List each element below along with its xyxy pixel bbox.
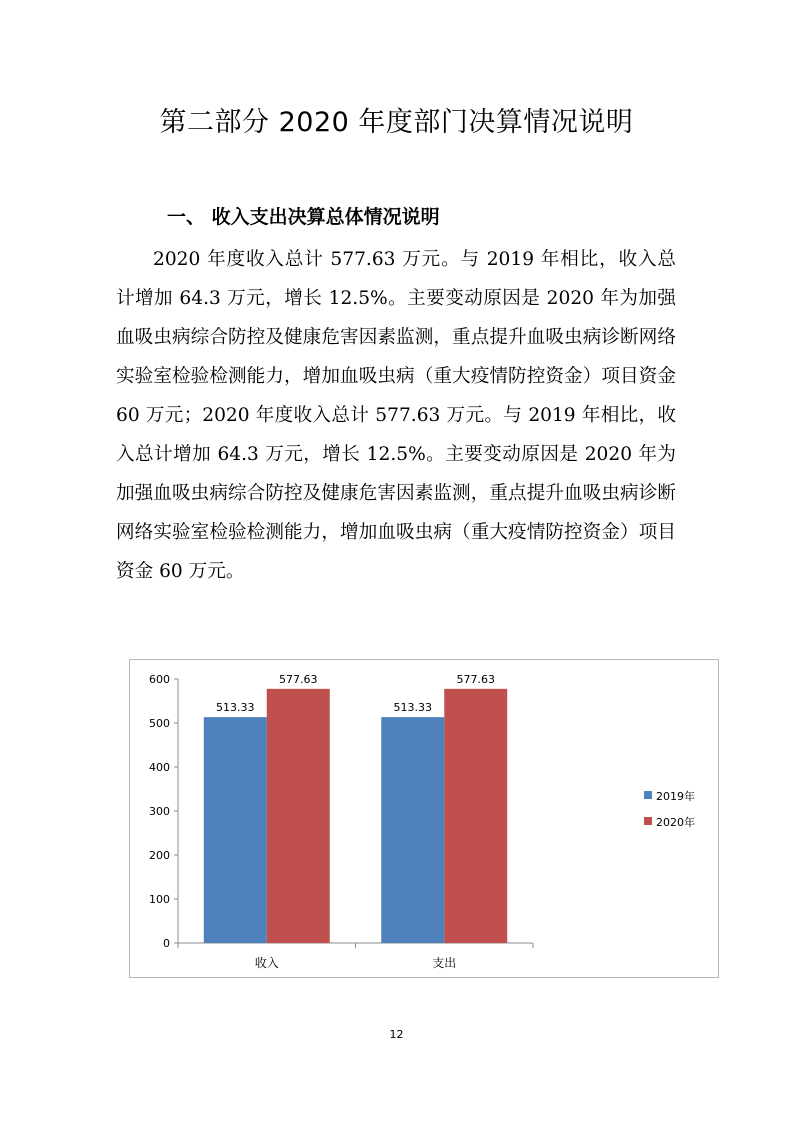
section-heading: 一、 收入支出决算总体情况说明 bbox=[167, 206, 440, 228]
y-tick-label: 600 bbox=[149, 673, 170, 686]
bar-2020年 bbox=[444, 689, 507, 943]
data-label: 513.33 bbox=[216, 701, 255, 715]
body-paragraph: 2020 年度收入总计 577.63 万元。与 2019 年相比，收入总计增加 64.3 万元，增长 12.5%。主要变动原因是 2020 年为加强血吸虫病综合防控及健康危害因素监测，重点提升血吸虫病诊断网络实验室检验检测能力，增加血吸虫病（重大疫情防控资金）项目资金 60 万元；2020 年度收入总计 577.63 万元。与 2019 年相比，收入总计增加 64.3 万元，增长 12.5%。主要变动原因是 2020 年为加强血吸虫病综合防控及健康危害因素监测，重点提升血吸虫病诊断网络实验室检验检测能力，增加血吸虫病（重大疫情防控资金）项目资金 60 万元。 bbox=[116, 249, 676, 582]
y-tick-label: 300 bbox=[149, 805, 170, 818]
legend-swatch bbox=[644, 791, 652, 799]
y-tick-label: 500 bbox=[149, 717, 170, 730]
legend-swatch bbox=[644, 817, 652, 825]
page-title: 第二部分 2020 年度部门决算情况说明 bbox=[159, 107, 634, 138]
data-label: 513.33 bbox=[393, 701, 432, 715]
x-tick-label: 支出 bbox=[432, 956, 457, 970]
data-label: 577.63 bbox=[456, 672, 495, 686]
y-tick-label: 400 bbox=[149, 761, 170, 774]
bar-chart bbox=[130, 660, 718, 977]
y-tick-label: 100 bbox=[149, 893, 170, 906]
y-tick-label: 200 bbox=[149, 849, 170, 862]
bar-2019年 bbox=[204, 717, 267, 943]
x-tick-label: 收入 bbox=[254, 956, 279, 970]
legend-label: 2020年 bbox=[656, 816, 695, 829]
bar-2019年 bbox=[381, 717, 444, 943]
y-tick-label: 0 bbox=[163, 937, 170, 950]
legend-label: 2019年 bbox=[656, 790, 695, 803]
chart-frame bbox=[129, 659, 719, 978]
page-number: 12 bbox=[389, 1028, 404, 1041]
bar-2020年 bbox=[267, 689, 330, 943]
data-label: 577.63 bbox=[279, 672, 318, 686]
